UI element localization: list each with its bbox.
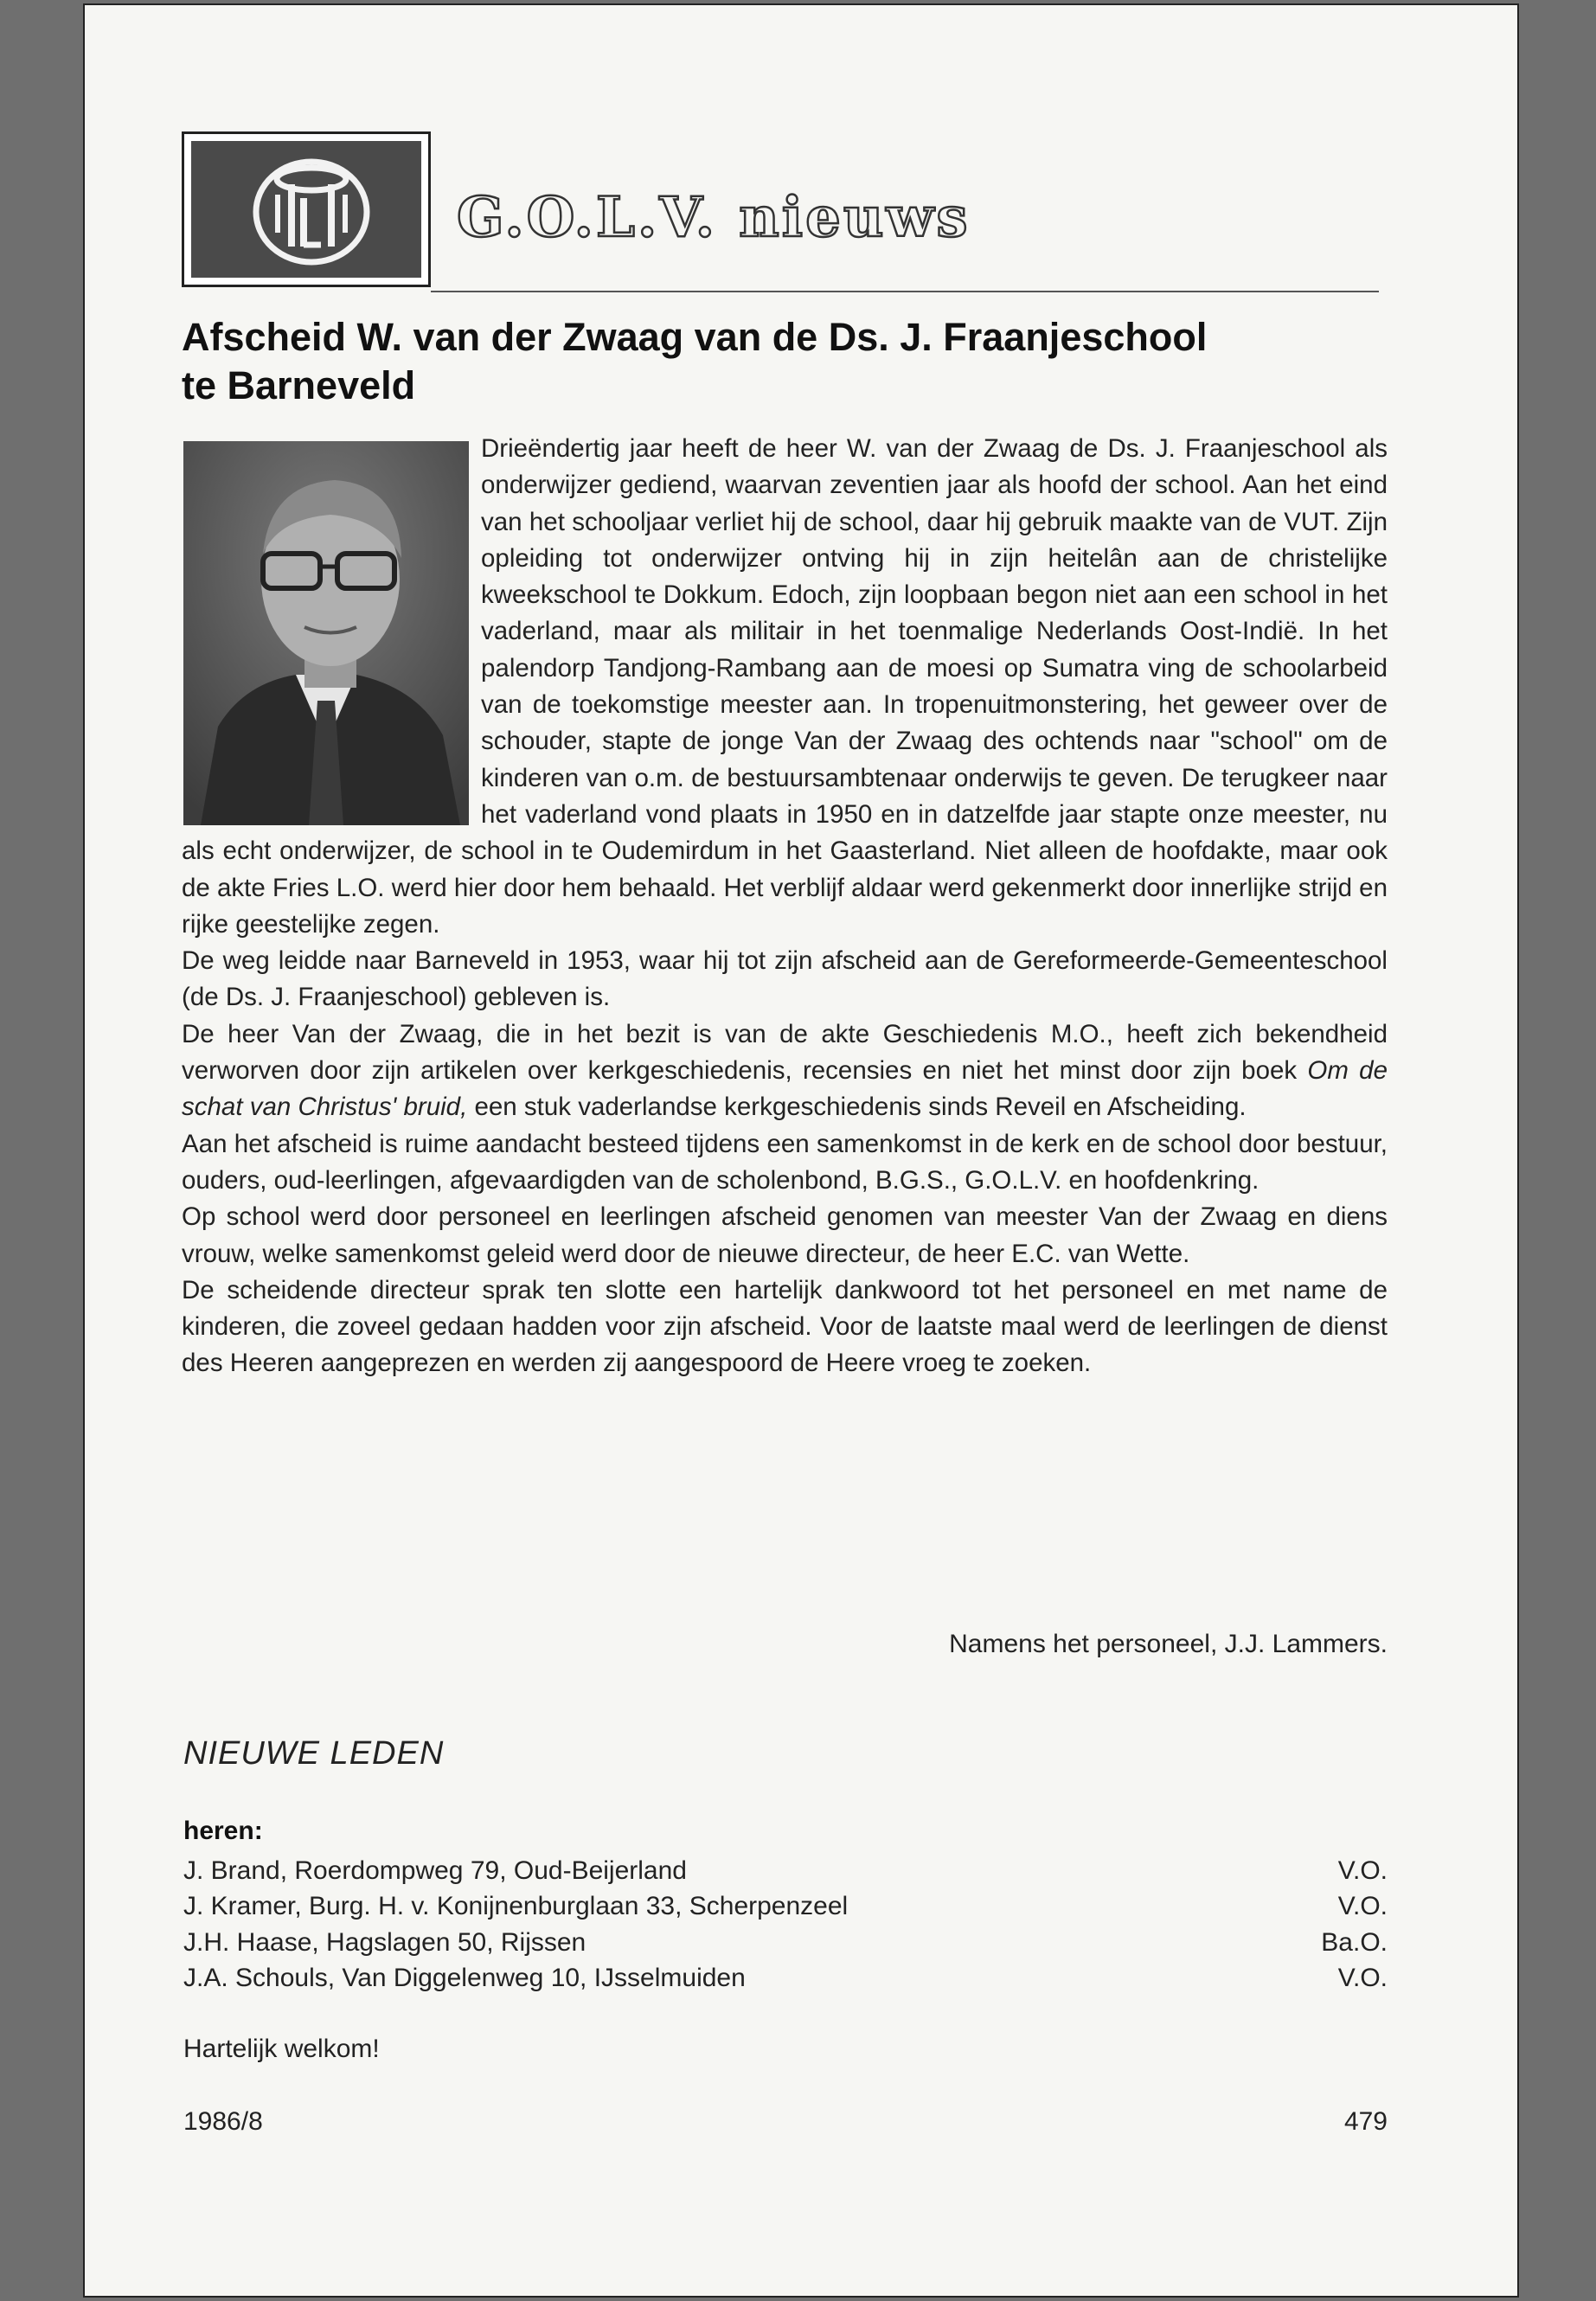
new-members-title: NIEUWE LEDEN [183, 1735, 445, 1772]
masthead-rule [431, 291, 1379, 292]
member-name: J.A. Schouls, Van Diggelenweg 10, IJsselmuiden [183, 1963, 746, 1992]
article-body [182, 431, 1388, 1382]
list-item [183, 1925, 1388, 1960]
issue-number: 1986/8 [183, 2107, 263, 2136]
headline-line-2: te Barneveld [182, 363, 416, 407]
members-label: heren: [183, 1817, 263, 1845]
member-name: J. Kramer, Burg. H. v. Konijnenburglaan 33, Scherpenzeel [183, 1892, 849, 1921]
member-type: Ba.O. [1321, 1927, 1388, 1957]
list-item [183, 1853, 1388, 1888]
member-type: V.O. [1337, 1856, 1388, 1885]
logo-box [182, 131, 431, 287]
member-type: V.O. [1337, 1963, 1388, 1992]
member-name: J.H. Haase, Hagslagen 50, Rijssen [183, 1927, 586, 1957]
list-item [183, 1960, 1388, 1996]
paragraph-text: een stuk vaderlandse kerkgeschiedenis sinds Reveil en Afscheiding. [467, 1093, 1247, 1122]
article-paragraph: Op school werd door personeel en leerlingen afscheid genomen van meester Van der Zwaag en diens vrouw, welke samenkomst geleid werd door de nieuwe directeur, de heer E.C. van Wette. [182, 1202, 1388, 1268]
article-headline [182, 313, 1393, 410]
welcome-text: Hartelijk welkom! [183, 2035, 380, 2063]
masthead [182, 131, 1393, 296]
paragraph-text: De heer Van der Zwaag, die in het bezit is van de akte Geschiedenis M.O., heeft zich bekendheid verworven door zijn artikelen over kerkgeschiedenis, recensies en niet het minst door zijn boek [182, 1019, 1388, 1086]
masthead-title: G.O.L.V. nieuws [457, 185, 971, 250]
member-name: J. Brand, Roerdompweg 79, Oud-Beijerland [183, 1856, 687, 1885]
article-paragraph [182, 1016, 1388, 1126]
article-paragraph: Drieëndertig jaar heeft de heer W. van der Zwaag de Ds. J. Fraanjeschool als onderwijzer gediend, waarvan zeventien jaar als hoofd der school. Aan het eind van het schooljaar verliet hij de school, daar hij gebruik maakte van de VUT. Zijn opleiding tot onderwijzer ontving hij in zijn heitelân aan de christelijke kweekschool te Dokkum. Edoch, zijn loopbaan begon niet aan een school in het vaderland, maar als militair in het toenmalige Nederlands Oost-Indië. In het palendorp Tandjong-Rambang aan de moesi op Sumatra ving de schoolarbeid van de toekomstige meester aan. In tropenuitmonstering, het geweer over de schouder, stapte de jonge Van der Zwaag des ochtends naar "school" om de kinderen van o.m. de bestuursambtenaar onderwijs te geven. De terugkeer naar het vaderland vond plaats in 1950 en in datzelfde jaar stapte onze meester, nu als echt onderwijzer, de school in te Oudemirdum in het Gaasterland. Niet alleen de hoofdakte, maar ook de akte Fries L.O. werd hier door hem behaald. Het verblijf aldaar werd gekenmerkt door innerlijke strijd en rijke geestelijke zegen. [182, 434, 1388, 939]
headline-line-1: Afscheid W. van der Zwaag van de Ds. J. Fraanjeschool [182, 315, 1208, 359]
golv-logo-icon [191, 141, 421, 278]
member-type: V.O. [1337, 1892, 1388, 1921]
list-item [183, 1888, 1388, 1924]
book-title: Om de schat van Christus' bruid, [182, 1056, 1388, 1122]
newsletter-page [182, 0, 1393, 2301]
members-list [183, 1853, 1388, 1996]
article-paragraph: De scheidende directeur sprak ten slotte een hartelijk dankwoord tot het personeel en met name de kinderen, die zoveel gedaan hadden voor zijn afscheid. Voor de laatste maal werd de leerlingen de dienst des Heeren aangeprezen en werden zij aangespoord de Heere vroeg te zoeken. [182, 1275, 1388, 1378]
article-paragraph: Aan het afscheid is ruime aandacht besteed tijdens een samenkomst in de kerk en de school door bestuur, ouders, oud-leerlingen, afgevaardigden van de scholenbond, B.G.S., G.O.L.V. en hoofdenkring. [182, 1129, 1388, 1195]
article-signature: Namens het personeel, J.J. Lammers. [949, 1630, 1388, 1658]
article-paragraph: De weg leidde naar Barneveld in 1953, waar hij tot zijn afscheid aan de Gereformeerde-Gemeenteschool (de Ds. J. Fraanjeschool) gebleven is. [182, 946, 1388, 1012]
page-number: 479 [1343, 2107, 1388, 2136]
